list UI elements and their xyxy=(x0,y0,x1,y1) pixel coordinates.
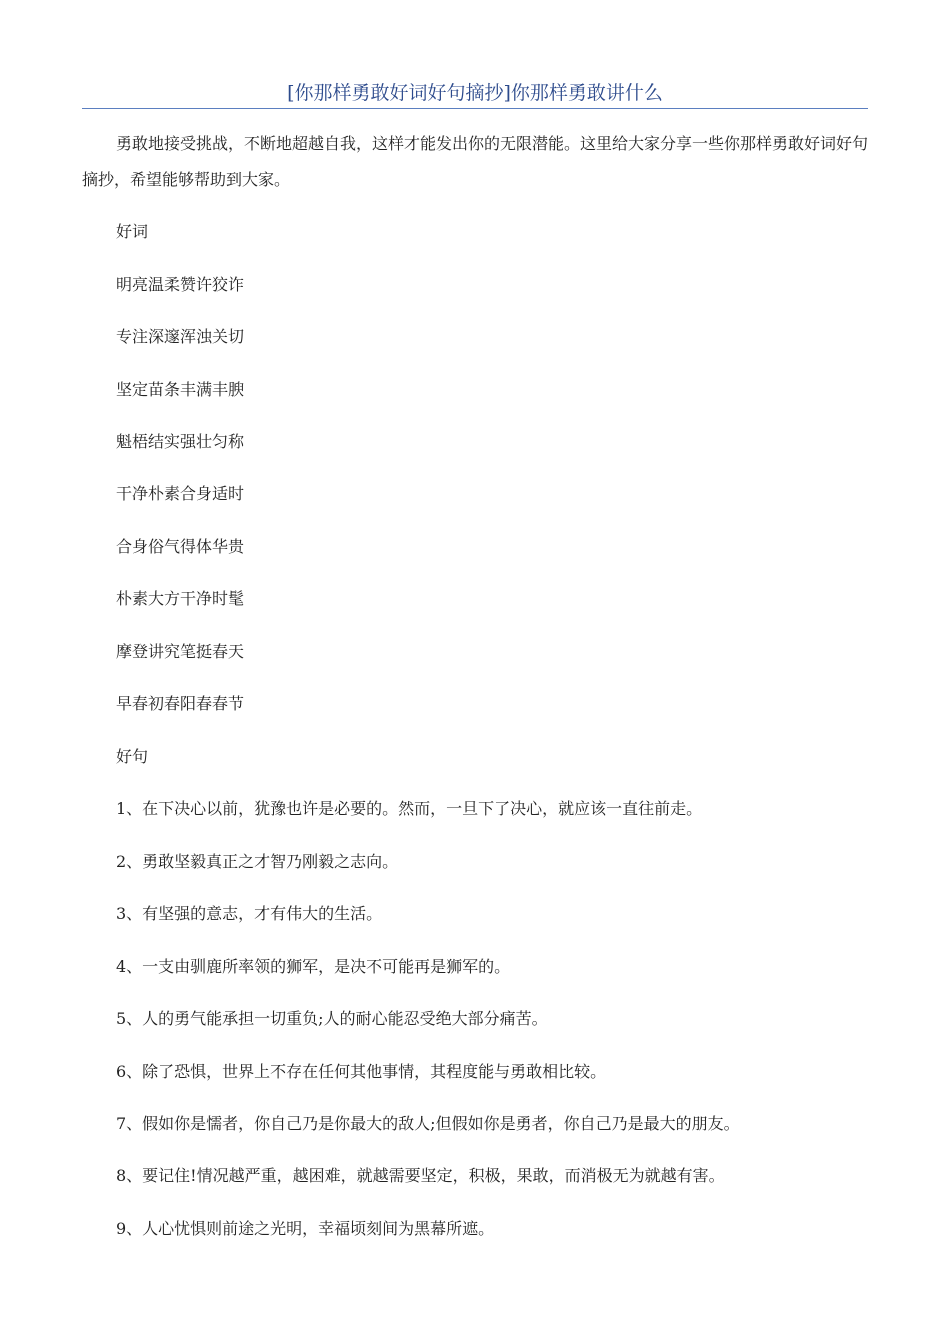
word-line: 专注深邃浑浊关切 xyxy=(116,327,245,346)
word-line: 魁梧结实强壮匀称 xyxy=(116,432,245,451)
sentence-line: 3、有坚强的意志，才有伟大的生活。 xyxy=(116,904,383,923)
sentences-heading: 好句 xyxy=(116,747,149,766)
words-heading: 好词 xyxy=(116,222,149,241)
sentence-line: 9、人心忧惧则前途之光明，幸福顷刻间为黑幕所遮。 xyxy=(116,1219,495,1238)
page-title: [你那样勇敢好词好句摘抄]你那样勇敢讲什么 xyxy=(287,82,663,104)
sentence-line: 6、除了恐惧，世界上不存在任何其他事情，其程度能与勇敢相比较。 xyxy=(116,1062,607,1081)
title-divider xyxy=(82,108,868,109)
word-line: 坚定苗条丰满丰腴 xyxy=(116,380,245,399)
word-line: 摩登讲究笔挺春天 xyxy=(116,642,245,661)
sentence-line: 1、在下决心以前，犹豫也许是必要的。然而，一旦下了决心，就应该一直往前走。 xyxy=(116,799,703,818)
sentence-line: 4、一支由驯鹿所率领的狮军，是决不可能再是狮军的。 xyxy=(116,957,511,976)
sentence-line: 7、假如你是懦者，你自己乃是你最大的敌人;但假如你是勇者，你自己乃是最大的朋友。 xyxy=(116,1114,740,1133)
sentence-line: 8、要记住!情况越严重，越困难，就越需要坚定，积极，果敢，而消极无为就越有害。 xyxy=(116,1166,725,1185)
word-line: 朴素大方干净时髦 xyxy=(116,589,245,608)
word-line: 明亮温柔赞许狡诈 xyxy=(116,275,245,294)
sentence-line: 5、人的勇气能承担一切重负;人的耐心能忍受绝大部分痛苦。 xyxy=(116,1009,548,1028)
intro-paragraph: 勇敢地接受挑战，不断地超越自我，这样才能发出你的无限潜能。这里给大家分享一些你那样勇敢好词好句摘抄，希望能够帮助到大家。 xyxy=(82,134,869,189)
word-line: 干净朴素合身适时 xyxy=(116,484,245,503)
word-line: 早春初春阳春春节 xyxy=(116,694,245,713)
word-line: 合身俗气得体华贵 xyxy=(116,537,245,556)
sentence-line: 2、勇敢坚毅真正之才智乃刚毅之志向。 xyxy=(116,852,399,871)
